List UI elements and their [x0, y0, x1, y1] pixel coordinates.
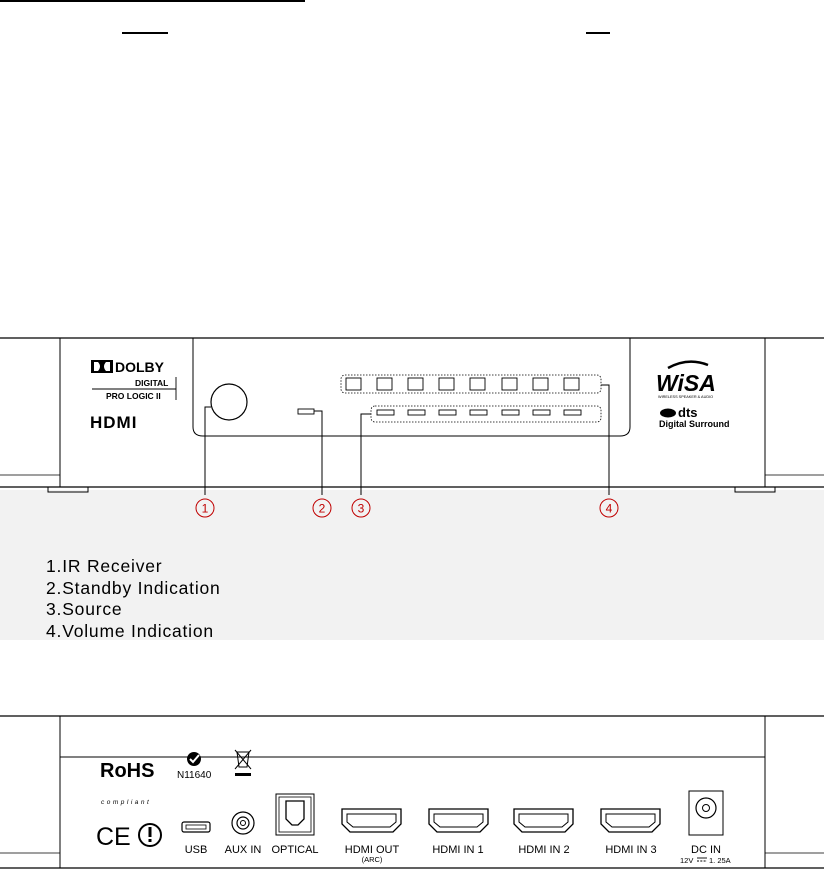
optical-port: [276, 794, 314, 835]
weee-bin-icon: [235, 750, 251, 776]
dts-disc-icon: [660, 409, 676, 418]
hdmi-in-3-port: [601, 809, 660, 832]
ce-mark: CE: [96, 823, 131, 851]
warning-icon: [139, 824, 161, 846]
blank-underline-2: [586, 32, 610, 34]
aux-in-port: [232, 812, 254, 834]
usb-label: USB: [184, 844, 208, 856]
wisa-wordmark: WiSA: [656, 370, 716, 396]
legend-item-standby: 2.Standby Indication: [46, 577, 221, 598]
dc-current: 1. 25A: [709, 856, 731, 865]
svg-text:4: 4: [605, 501, 613, 516]
dts-subtitle: Digital Surround: [659, 419, 730, 429]
callout-1: [196, 499, 214, 517]
callout-row: [0, 496, 824, 520]
svg-text:3: 3: [357, 501, 365, 516]
wisa-subtitle: WIRELESS SPEAKER & AUDIO: [658, 395, 714, 399]
dolby-wordmark: DOLBY: [115, 359, 164, 375]
hdmi-logo: HDMI: [90, 413, 138, 432]
dolby-digital-text: DIGITAL: [135, 378, 169, 388]
hdmi-out-port: [342, 809, 401, 832]
dc-voltage: 12V: [680, 856, 694, 865]
rohs-logo: RoHS: [100, 760, 155, 782]
hdmi-in-2-port: [514, 809, 573, 832]
callout-4: [600, 499, 618, 517]
rohs-subtitle: compliant: [101, 799, 152, 806]
front-panel-diagram: [0, 335, 824, 495]
hdmi-out-label: HDMI OUT: [344, 844, 400, 856]
hdmi-in-3-label: HDMI IN 3: [605, 844, 657, 856]
legend-item-ir-receiver: 1.IR Receiver: [46, 556, 163, 576]
legend: [46, 556, 446, 642]
blank-underline-1: [122, 32, 168, 34]
hdmi-in-2-label: HDMI IN 2: [518, 844, 570, 856]
legend-item-volume: 4.Volume Indication: [46, 620, 214, 641]
optical-label: OPTICAL: [271, 844, 319, 856]
dolby-prologic-text: PRO LOGIC II: [106, 391, 161, 401]
rcm-tick-icon: [187, 752, 201, 766]
dc-in-label: DC IN: [691, 844, 721, 856]
svg-text:2: 2: [318, 501, 326, 516]
aux-in-label: AUX IN: [224, 844, 262, 856]
callout-3: [352, 499, 370, 517]
hdmi-in-1-label: HDMI IN 1: [432, 844, 484, 856]
svg-text:1: 1: [201, 501, 209, 516]
dts-wordmark: dts: [678, 405, 698, 420]
hdmi-out-arc-label: (ARC): [361, 855, 383, 864]
dc-symbol-icon: [697, 858, 707, 861]
top-rule: [0, 0, 305, 2]
rear-panel-diagram: [0, 715, 824, 875]
dc-in-port: [689, 791, 723, 835]
front-foot-left: [48, 487, 88, 492]
callout-2: [313, 499, 331, 517]
hdmi-in-1-port: [429, 809, 488, 832]
legend-item-source: 3.Source: [46, 599, 123, 619]
rcm-code: N11640: [177, 770, 212, 781]
front-foot-right: [735, 487, 775, 492]
